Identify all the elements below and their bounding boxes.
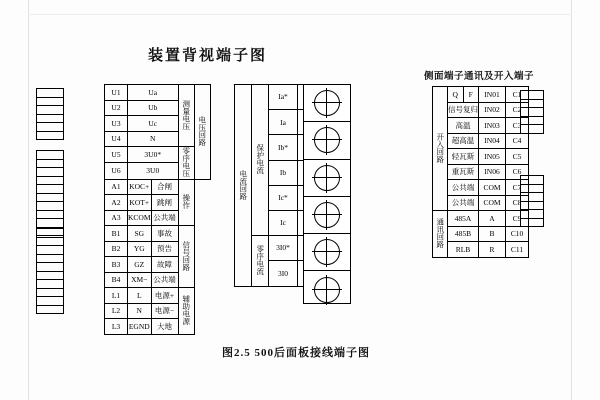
terminal-symbol: Ua: [128, 85, 179, 101]
terminal-code: B1: [105, 226, 128, 242]
group-label-outer: [194, 85, 210, 180]
connector-slot: [37, 131, 64, 140]
side-terminal-number: C7: [506, 180, 529, 196]
side-label: 高温: [448, 118, 479, 134]
terminal-code: A1: [105, 179, 128, 195]
connector-slot: [37, 280, 64, 289]
terminal-code: A3: [105, 210, 128, 226]
terminal-code: A2: [105, 195, 128, 211]
terminal-code: B3: [105, 257, 128, 273]
side-input-code: A: [479, 211, 506, 227]
side-terminal-table: [432, 86, 529, 258]
terminal-symbol: 3U0: [128, 163, 179, 179]
terminal-function: 大地: [151, 319, 178, 335]
connector-comb: [36, 88, 64, 140]
connector-slot: [37, 263, 64, 272]
table-row: [433, 226, 529, 242]
group-label: [178, 288, 194, 335]
terminal-function: 合闸: [151, 179, 178, 195]
current-group-label: [252, 85, 269, 236]
page-edge-left: [28, 0, 29, 400]
figure-caption: 图2.5 500后面板接线端子图: [222, 347, 370, 359]
group-label-text: 通讯回路: [435, 218, 445, 248]
connector-cell: [37, 131, 64, 140]
group-label: [178, 85, 194, 147]
terminal-symbol: Ub: [128, 100, 179, 116]
connector-cell: [37, 202, 64, 211]
terminal-code: U3: [105, 116, 128, 132]
table-row: [105, 288, 211, 304]
table-row: [105, 195, 211, 211]
table-row: [433, 211, 529, 227]
side-group-label: [433, 87, 448, 211]
group-label: [178, 179, 194, 226]
side-label: 485B: [448, 226, 479, 242]
connector-cell: [37, 280, 64, 289]
table-row: [433, 195, 529, 211]
terminal-code: U4: [105, 131, 128, 147]
side-terminal-number: C9: [506, 211, 529, 227]
connector-slot: [37, 202, 64, 211]
side-label: 485A: [448, 211, 479, 227]
page-edge-top: [28, 14, 572, 15]
terminal-code: B4: [105, 272, 128, 288]
connector-cell: [521, 91, 544, 100]
ct-cell: [304, 271, 350, 307]
side-terminal-number: C10: [506, 226, 529, 242]
current-signal: Ib*: [269, 135, 298, 160]
connector-slot: [37, 229, 64, 238]
connector-cell: [521, 193, 544, 202]
side-label-a: Q: [448, 87, 464, 103]
ct-cell: [304, 85, 350, 122]
terminal-code: L3: [105, 319, 128, 335]
table-row: [105, 272, 211, 288]
table-row: [105, 241, 211, 257]
terminal-code: U2: [105, 100, 128, 116]
terminal-code: L2: [105, 303, 128, 319]
connector-cell: [37, 263, 64, 272]
terminal-code: L1: [105, 288, 128, 304]
connector-cell: [521, 125, 544, 134]
terminal-table: [104, 84, 211, 335]
page-edge-right: [571, 0, 572, 400]
terminal-code: U5: [105, 147, 128, 163]
side-terminal-number: C4: [506, 133, 529, 149]
side-label: 公共端: [448, 180, 479, 196]
terminal-code: U1: [105, 85, 128, 101]
terminal-function: 公共端: [151, 272, 178, 288]
table-row: [105, 257, 211, 273]
group-label-text: 信号回路: [181, 240, 191, 271]
connector-comb-right-bottom: [520, 175, 544, 227]
terminal-function: 跳闸: [151, 195, 178, 211]
table-row: [105, 226, 211, 242]
terminal-symbol: N: [128, 303, 152, 319]
current-signal: Ic*: [269, 185, 298, 210]
terminal-function: 电源−: [151, 303, 178, 319]
connector-comb-bottom: [36, 228, 64, 314]
table-row: [433, 133, 529, 149]
ct-cell: [304, 160, 350, 197]
side-input-code: IN03: [479, 118, 506, 134]
connector-slot: [521, 210, 544, 219]
ct-cell: [304, 234, 350, 271]
group-label-text: 辅助电源: [181, 295, 191, 325]
current-signal: Ib: [269, 160, 298, 185]
connector-cell: [37, 106, 64, 115]
side-label: 轻瓦斯: [448, 149, 479, 165]
connector-cell: [37, 219, 64, 228]
current-group-label: [252, 236, 269, 286]
terminal-symbol: XM−: [128, 272, 152, 288]
ct-cell: [304, 197, 350, 234]
table-row: [433, 118, 529, 134]
table-row: [433, 242, 529, 258]
table-row: [105, 85, 211, 101]
connector-cell: [521, 176, 544, 185]
diagram-title: 装置背视端子图: [148, 48, 268, 64]
connector-cell: [37, 89, 64, 98]
current-signal: Ic: [269, 210, 298, 235]
terminal-function: 预告: [151, 241, 178, 257]
side-label: 超高温: [448, 133, 479, 149]
terminal-code: B2: [105, 241, 128, 257]
terminal-symbol: KOC+: [128, 179, 152, 195]
terminal-symbol: Uc: [128, 116, 179, 132]
terminal-code: U6: [105, 163, 128, 179]
table-row: [433, 102, 529, 118]
side-label-b: F: [463, 87, 479, 103]
connector-slot: [37, 168, 64, 177]
side-input-code: IN05: [479, 149, 506, 165]
connector-comb: [520, 175, 544, 227]
group-label-text: 开入回路: [435, 132, 445, 163]
connector-cell: [37, 246, 64, 255]
side-input-code: IN02: [479, 102, 506, 118]
current-signal: Ia*: [269, 85, 298, 110]
side-terminal-number: C1: [506, 87, 529, 103]
connector-comb: [36, 228, 64, 314]
ct-ring-icon: [314, 165, 340, 191]
side-input-code: B: [479, 226, 506, 242]
connector-comb: [520, 90, 544, 134]
current-group-outer: [235, 85, 252, 287]
terminal-function: 电源+: [151, 288, 178, 304]
side-label: 信号复归: [448, 102, 479, 118]
ct-ring-icon: [314, 127, 340, 153]
terminal-symbol: N: [128, 131, 179, 147]
terminal-function: 公共端: [151, 210, 178, 226]
connector-slot: [521, 193, 544, 202]
group-label-text: 保护电流: [255, 144, 265, 175]
terminal-symbol: SG: [128, 226, 152, 242]
connector-comb-top: [36, 88, 64, 140]
connector-comb: [36, 150, 64, 236]
connector-cell: [37, 123, 64, 132]
connector-slot: [521, 108, 544, 117]
side-terminal-number: C6: [506, 164, 529, 180]
connector-cell: [37, 151, 64, 160]
side-label: RLB: [448, 242, 479, 258]
group-label: [178, 226, 194, 288]
connector-slot: [37, 185, 64, 194]
connector-cell: [521, 218, 544, 227]
side-group-label: [433, 211, 448, 258]
table-row: [433, 87, 529, 103]
side-input-code: R: [479, 242, 506, 258]
connector-comb-right-top: [520, 90, 544, 134]
side-input-code: IN01: [479, 87, 506, 103]
table-row: [433, 149, 529, 165]
terminal-function: 事故: [151, 226, 178, 242]
terminal-symbol: EGND: [128, 319, 152, 335]
ct-ring-icon: [314, 277, 340, 303]
terminal-function: 故障: [151, 257, 178, 273]
ct-ring-icon: [314, 90, 340, 116]
connector-cell: [521, 108, 544, 117]
connector-slot: [37, 151, 64, 160]
terminal-symbol: L: [128, 288, 152, 304]
connector-comb-middle: [36, 150, 64, 236]
terminal-symbol: YG: [128, 241, 152, 257]
connector-slot: [521, 176, 544, 185]
connector-slot: [37, 297, 64, 306]
terminal-symbol: KCOM: [128, 210, 152, 226]
side-terminal-number: C8: [506, 195, 529, 211]
connector-cell: [37, 229, 64, 238]
connector-slot: [37, 305, 64, 314]
table-row: [105, 210, 211, 226]
current-signal: Ia: [269, 110, 298, 135]
ct-ring-icon: [314, 202, 340, 228]
terminal-symbol: KOT+: [128, 195, 152, 211]
side-terminal-number: C3: [506, 118, 529, 134]
side-table: [432, 86, 529, 258]
connector-slot: [37, 246, 64, 255]
table-row: [433, 180, 529, 196]
current-signal: 3I0*: [269, 236, 298, 261]
group-label-text: 电流回路: [238, 169, 248, 200]
connector-slot: [37, 106, 64, 115]
group-label-text: 电压回路: [197, 116, 207, 146]
group-label-text: 零序电压: [181, 147, 191, 177]
side-terminal-number: C2: [506, 102, 529, 118]
terminal-symbol: GZ: [128, 257, 152, 273]
current-signal: 3I0: [269, 261, 298, 286]
table-row: [433, 164, 529, 180]
side-label: 公共端: [448, 195, 479, 211]
side-input-code: IN04: [479, 133, 506, 149]
side-terminal-title: 侧面端子通讯及开入端子: [424, 72, 535, 82]
table-row: [105, 319, 211, 335]
connector-slot: [521, 125, 544, 134]
connector-cell: [37, 185, 64, 194]
table-row: [105, 179, 211, 195]
side-terminal-number: C5: [506, 149, 529, 165]
side-input-code: COM: [479, 195, 506, 211]
rear-panel-terminal-table: [104, 84, 211, 335]
connector-slot: [521, 218, 544, 227]
connector-slot: [37, 219, 64, 228]
terminal-symbol: 3U0*: [128, 147, 179, 163]
connector-slot: [37, 89, 64, 98]
connector-cell: [37, 297, 64, 306]
group-label-text: 零序电流: [255, 245, 265, 276]
side-terminal-number: C11: [506, 242, 529, 258]
side-input-code: IN06: [479, 164, 506, 180]
group-label-text: 测量电压: [181, 99, 191, 130]
table-row: [105, 303, 211, 319]
side-label: 重瓦斯: [448, 164, 479, 180]
group-label: [178, 147, 194, 180]
ct-ring-column: [303, 84, 351, 304]
ct-ring-icon: [314, 239, 340, 265]
connector-cell: [37, 168, 64, 177]
connector-slot: [521, 91, 544, 100]
group-label-text: 操作: [181, 194, 191, 209]
connector-cell: [37, 305, 64, 314]
side-input-code: COM: [479, 180, 506, 196]
connector-slot: [37, 123, 64, 132]
connector-cell: [521, 210, 544, 219]
ct-cell: [304, 122, 350, 159]
